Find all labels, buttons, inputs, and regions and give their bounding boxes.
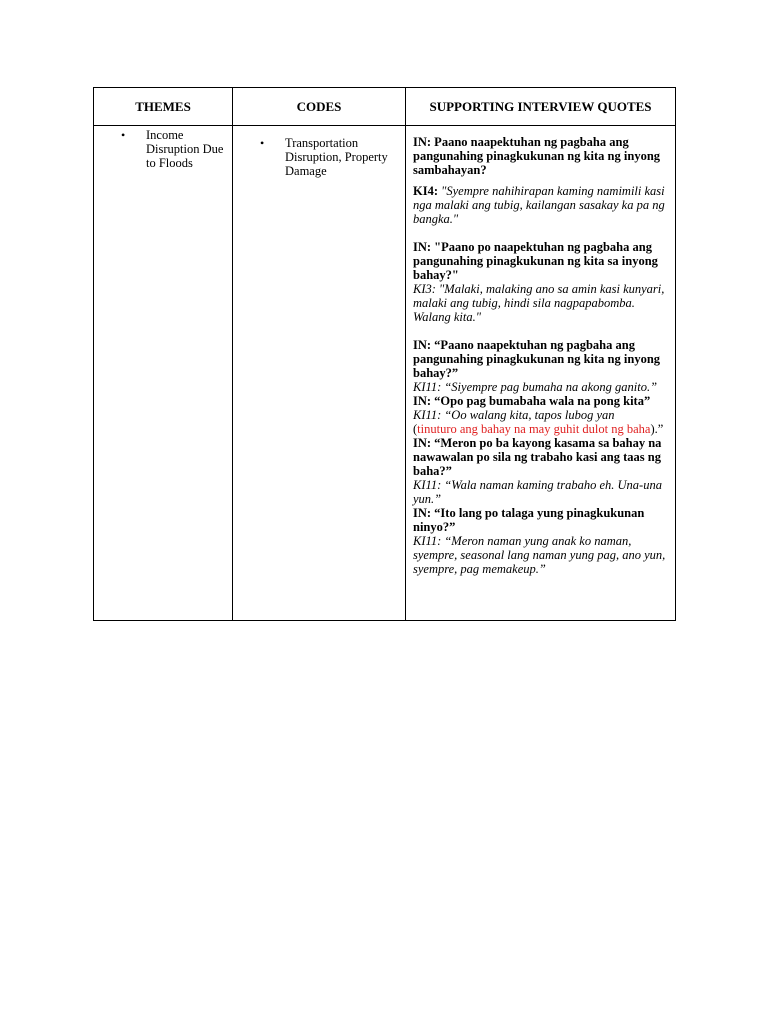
codes-cell bbox=[233, 126, 406, 621]
interviewer-question: IN: "Paano po naapektuhan ng pagbaha ang pangunahing pinagkukunan ng kita sa inyong bahay?" bbox=[413, 240, 658, 282]
informant-quote: KI11: “Oo walang kita, tapos lubog yan bbox=[413, 408, 615, 422]
bullet-icon: • bbox=[121, 128, 126, 142]
themes-list bbox=[94, 126, 232, 170]
note-close-paren: ).” bbox=[650, 422, 664, 436]
header-quotes: SUPPORTING INTERVIEW QUOTES bbox=[406, 88, 676, 126]
bullet-icon: • bbox=[260, 136, 265, 150]
interviewer-question: IN: “Paano naapektuhan ng pagbaha ang pangunahing pinagkukunan ng kita ng inyong bahay?” bbox=[413, 338, 661, 380]
informant-answer: KI3: "Malaki, malaking ano sa amin kasi kunyari, malaki ang tubig, hindi sila nagpapabomba. Walang kita." bbox=[413, 282, 665, 324]
table-container bbox=[93, 87, 676, 621]
themes-cell bbox=[94, 126, 233, 621]
interviewer-question: IN: “Meron po ba kayong kasama sa bahay na nawawalan po sila ng trabaho kasi ang taas ng baha?” bbox=[413, 436, 662, 478]
list-item bbox=[233, 136, 401, 178]
informant-label: KI4: bbox=[413, 184, 438, 198]
code-label: Transportation Disruption, Property Damage bbox=[285, 136, 388, 178]
interviewer-question: IN: “Ito lang po talaga yung pinagkukunan ninyo?” bbox=[413, 506, 645, 534]
informant-answer: KI11: “Siyempre pag bumaha na akong ganito.” bbox=[413, 380, 658, 394]
informant-quote: "Syempre nahihirapan kaming namimili kasi nga malaki ang tubig, kailangan sasakay ka pa ng bangka." bbox=[413, 184, 665, 226]
list-item bbox=[94, 128, 226, 170]
observation-note: tinuturo ang bahay na may guhit dulot ng baha bbox=[417, 422, 651, 436]
informant-answer: KI11: “Meron naman yung anak ko naman, syempre, seasonal lang naman yung pag, ano yun, syempre, pag memakeup.” bbox=[413, 534, 666, 576]
header-themes: THEMES bbox=[94, 88, 233, 126]
interviewer-question: IN: “Opo pag bumabaha wala na pong kita” bbox=[413, 394, 651, 408]
quotes-content bbox=[406, 126, 675, 576]
theme-label: Income Disruption Due to Floods bbox=[146, 128, 224, 170]
quotes-cell bbox=[406, 126, 676, 621]
codes-list bbox=[233, 126, 405, 178]
informant-answer: KI11: “Wala naman kaming trabaho eh. Una-una yun.” bbox=[413, 478, 662, 506]
interviewer-question: IN: Paano naapektuhan ng pagbaha ang pangunahing pinagkukunan ng kita ng inyong sambahayan? bbox=[413, 135, 661, 177]
table-header-row bbox=[94, 88, 676, 126]
informant-answer bbox=[413, 408, 668, 436]
table-row bbox=[94, 126, 676, 621]
informant-answer bbox=[413, 184, 668, 226]
themes-codes-quotes-table bbox=[93, 87, 676, 621]
note-open-paren: ( bbox=[413, 422, 418, 436]
header-codes: CODES bbox=[233, 88, 406, 126]
